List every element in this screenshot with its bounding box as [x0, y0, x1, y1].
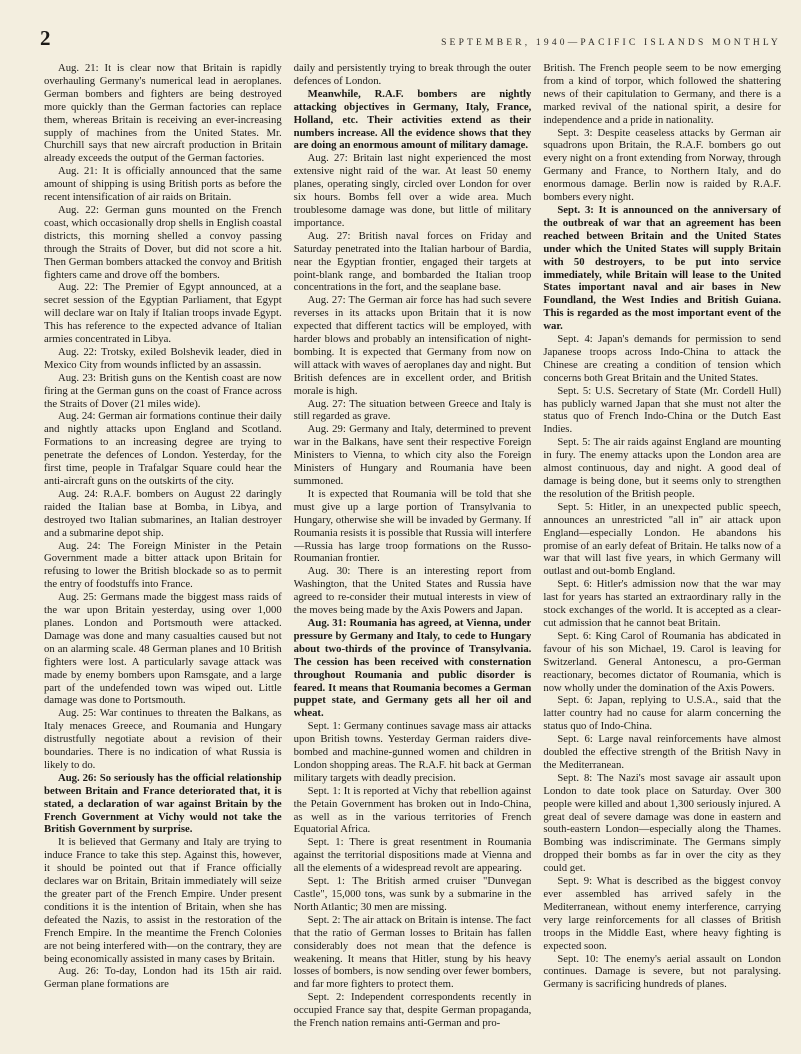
news-paragraph: Aug. 25: Germans made the biggest mass raids of the war upon Britain yesterday, using over 1,000 planes. London and Portsmouth were attacked. Damage was done and many casualties caused but not on an alarming scale. 48 German planes and 10 British fighters were lost. A particularly savage attack was made by enemy bombers upon Ramsgate, and a large part of the undefended town was wiped out. Little damage was done to Portsmouth. [44, 591, 282, 707]
news-paragraph: Aug. 26: To-day, London had its 15th air raid. German plane formations are [44, 965, 282, 991]
news-paragraph: Aug. 27: British naval forces on Friday and Saturday penetrated into the Italian harbour of Bardia, near the Egyptian frontier, engaged their targets at point-blank range, and bombarded the Italian troop concentrations in the fort, and the seaplane base. [293, 229, 532, 294]
news-paragraph: Aug. 22: Trotsky, exiled Bolshevik leader, died in Mexico City from wounds inflicted by an assassin. [44, 345, 282, 371]
news-paragraph: Sept. 5: Hitler, in an unexpected public speech, announces an unrestricted "all in" air attack upon England—especially London. He abandons his promise of an early defeat of Britain. He talks now of a war that will last five years, in which Germany will outlast and out-bomb England. [543, 500, 782, 578]
news-paragraph: Aug. 22: The Premier of Egypt announced, at a secret session of the Egyptian Parliament, that Egypt will declare war on Italy if Italian troops invade Egypt. This has reference to the expected advance of Italian armies concentrated in Libya. [44, 281, 282, 346]
news-paragraph: Sept. 3: It is announced on the anniversary of the outbreak of war that an agreement has been reached between Britain and the United States under which the United States will supply Britain with 50 destroyers, to be put into service immediately, while Britain will lease to the United States important naval and air bases in New Foundland, the West Indies and British Guiana. This is regarded as the most important event of the war. [543, 203, 782, 333]
page-header [40, 26, 781, 48]
news-paragraph: Aug. 27: Britain last night experienced the most extensive night raid of the war. At least 50 enemy planes, operating singly, circled over London for over six hours. Bombs fell over a wide area. Much troublesome damage was done, but little of military importance. [293, 152, 532, 229]
news-paragraph: Sept. 2: The air attack on Britain is intense. The fact that the ratio of German losses to Britain has fallen considerably does not mean that the defence is weakening. It means that Hitler, stung by his heavy losses of bombers, is now sending over fewer bombers, and far more fighters to protect them. [293, 913, 532, 991]
column-3 [543, 62, 781, 1050]
news-paragraph: Sept. 1: It is reported at Vichy that rebellion against the Petain Government has broken out in Indo-China, as well as in the various territories of French Equatorial Africa. [293, 784, 532, 836]
news-paragraph: Aug. 26: So seriously has the official relationship between Britain and France deteriorated that, it is stated, a declaration of war against Britain by the French Government at Vichy would not take the British Government by surprise. [44, 771, 282, 836]
news-paragraph: Sept. 5: U.S. Secretary of State (Mr. Cordell Hull) has publicly warned Japan that she must not alter the status quo of French Indo-China or the Dutch East Indies. [543, 384, 782, 436]
news-paragraph: Sept. 8: The Nazi's most savage air assault upon London to date took place on Saturday. Over 300 people were killed and about 1,300 seriously injured. A great deal of severe damage was done in eastern and south-eastern London—especially along the Thames. Bombing was indiscriminate. The Germans simply dropped their bombs as far in over the city as they could get. [543, 771, 782, 875]
news-paragraph: Sept. 6: Hitler's admission now that the war may last for years has started an extraordinary rally in the stock exchanges of the world. It is accepted as a clear-cut admission that he cannot beat Britain. [543, 578, 782, 629]
news-paragraph: Sept. 5: The air raids against England are mounting in fury. The enemy attacks upon the London area are almost continuous, day and night. A good deal of damage is being done, but it seems only to strengthen the resolution of the British people. [543, 436, 782, 500]
news-paragraph: Sept. 1: The British armed cruiser "Dunvegan Castle", 15,000 tons, was sunk by a submarine in the North Atlantic; 30 men are missing. [293, 875, 532, 913]
news-paragraph: Sept. 4: Japan's demands for permission to send Japanese troops across Indo-China to attack the Chinese are creating a condition of tension which concerns both Great Britain and the United States. [543, 333, 782, 384]
news-paragraph: British. The French people seem to be now emerging from a kind of torpor, which followed the shattering news of their capitulation to Germany, and there is a marked revival of the national spirit, a desire for independence and a pride in nationality. [543, 62, 782, 126]
news-paragraph: Aug. 31: Roumania has agreed, at Vienna, under pressure by Germany and Italy, to cede to Hungary about two-thirds of the province of Transylvania. The cession has been received with consternation throughout Roumania and public disorder is feared. It means that Roumania becomes a German puppet state, and Germany gets all her oil and wheat. [293, 616, 532, 720]
news-paragraph: Sept. 6: Japan, replying to U.S.A., said that the latter country had no cause for alarm concerning the status quo of Indo-China. [543, 694, 782, 733]
news-paragraph: Sept. 1: There is great resentment in Roumania against the territorial dispositions made at Vienna and all the elements of a widespread revolt are appearing. [293, 836, 532, 875]
news-paragraph: It is believed that Germany and Italy are trying to induce France to take this step. Against this, however, it should be pointed out that if France officially declares war on Britain, Britain immediately will seize the greater part of the French Empire. Under present conditions it is the intention of Britain, when she has defeated the Nazis, to assist in the restoration of the French Empire. In the meantime the French Colonies are not being interfered with—on the contrary, they are being economically assisted in many cases by Britain. [44, 836, 282, 965]
news-paragraph: Sept. 1: Germany continues savage mass air attacks upon British towns. Yesterday German raiders dive-bombed and machine-gunned women and children in London shopping areas. The R.A.F. hit back at German military targets with deadly precision. [293, 720, 532, 784]
column-1 [44, 62, 282, 1050]
running-head: SEPTEMBER, 1940—PACIFIC ISLANDS MONTHLY [441, 38, 781, 48]
page-number: 2 [40, 26, 51, 50]
news-paragraph: Meanwhile, R.A.F. bombers are nightly attacking objectives in Germany, Italy, France, Holland, etc. Their activities extend as their numbers increase. All the evidence shows that they are doing an enormous amount of military damage. [293, 87, 532, 152]
news-paragraph: Aug. 24: The Foreign Minister in the Petain Government made a bitter attack upon Britain for refusing to lower the British blockade so as to permit the entry of foodstuffs into France. [44, 539, 282, 591]
news-paragraph: Aug. 29: Germany and Italy, determined to prevent war in the Balkans, have sent their respective Foreign Ministers to Vienna, to which city also the Foreign Ministers of Hungary and Roumania have been summoned. [293, 423, 532, 487]
news-paragraph: Aug. 23: British guns on the Kentish coast are now firing at the German guns on the coast of France across the Straits of Dover (21 miles wide). [44, 371, 282, 410]
news-paragraph: Sept. 3: Despite ceaseless attacks by German air squadrons upon Britain, the R.A.F. bombers go out every night on a front extending from Norway, through Germany and France, to Northern Italy, and do enormous damage. Berlin now is raided by R.A.F. bombers every night. [543, 126, 782, 204]
news-paragraph: Sept. 6: King Carol of Roumania has abdicated in favour of his son Michael, 19. Carol is leaving for Switzerland. General Antonescu, a pro-German reactionary, becomes dictator of Roumania, which is now wholly under the domination of the Axis Powers. [543, 629, 782, 694]
news-paragraph: Aug. 27: The German air force has had such severe reverses in its attacks upon Britain that it is now expected that different tactics will be employed, with harder blows and probably an intensification of night-bombing. It is expected that Germany from now on will attack with waves of aeroplanes day and night. But British defences are in excellent order, and British morale is high. [293, 294, 532, 397]
news-paragraph: Aug. 24: R.A.F. bombers on August 22 daringly raided the Italian base at Bomba, in Libya, and destroyed two Italian submarines, an Italian destroyer and a submarine depot ship. [44, 487, 282, 539]
news-paragraph: Aug. 21: It is clear now that Britain is rapidly overhauling Germany's numerical lead in aeroplanes. German bombers and fighters are being destroyed more quickly than the German factories can replace them, whereas Britain is receiving an ever-increasing supply of machines from the United States. Mr. Churchill says that new aircraft production in Britain already exceeds the output of the German factories. [44, 62, 282, 165]
news-paragraph: Aug. 30: There is an interesting report from Washington, that the United States and Russia have agreed to re-consider their mutual interests in view of the moves being made by the Axis Powers and Japan. [293, 565, 532, 617]
article-columns [44, 62, 781, 1050]
news-paragraph: Aug. 25: War continues to threaten the Balkans, as Italy menaces Greece, and Roumania and Hungary distrustfully negotiate about a revision of their boundaries. There is no indication of what Russia is likely to do. [44, 707, 282, 771]
news-paragraph: Sept. 6: Large naval reinforcements have almost doubled the effective strength of the British Navy in the Mediterranean. [543, 733, 782, 771]
news-paragraph: Sept. 9: What is described as the biggest convoy ever assembled has arrived safely in the Mediterranean, without enemy interference, carrying very large reinforcements for all classes of British troops in the Middle East, where heavy fighting is expected soon. [543, 875, 782, 952]
news-paragraph: Aug. 24: German air formations continue their daily and nightly attacks upon England and Scotland. Formations to an increasing degree are trying to penetrate the defences of London. Yesterday, for the first time, people in Trafalgar Square could hear the anti-aircraft guns on the outskirts of the city. [44, 410, 282, 487]
news-paragraph: Sept. 2: Independent correspondents recently in occupied France say that, despite German propaganda, the French nation remains anti-German and pro- [293, 991, 532, 1030]
column-2 [294, 62, 532, 1050]
news-paragraph: daily and persistently trying to break through the outer defences of London. [293, 62, 532, 87]
news-paragraph: Sept. 10: The enemy's aerial assault on London continues. Damage is severe, but not paralysing. Germany is sacrificing hundreds of planes. [543, 952, 782, 991]
news-paragraph: Aug. 21: It is officially announced that the same amount of shipping is using British ports as before the recent intensification of air raids on Britain. [44, 165, 282, 204]
news-paragraph: Aug. 27: The situation between Greece and Italy is still regarded as grave. [293, 397, 532, 423]
news-paragraph: Aug. 22: German guns mounted on the French coast, which occasionally drop shells in English coastal districts, this morning shelled a convoy passing through the Straits of Dover, but did not score a hit. Then German bombers attacked the convoy and British fighters came and drove off the bombers. [44, 203, 282, 281]
news-paragraph: It is expected that Roumania will be told that she must give up a large portion of Transylvania to Hungary, otherwise she will be invaded by Germany. If Roumania resists it is possible that Russia will interfere—Russia has large troop formations on the Russo-Roumanian frontier. [293, 487, 532, 565]
